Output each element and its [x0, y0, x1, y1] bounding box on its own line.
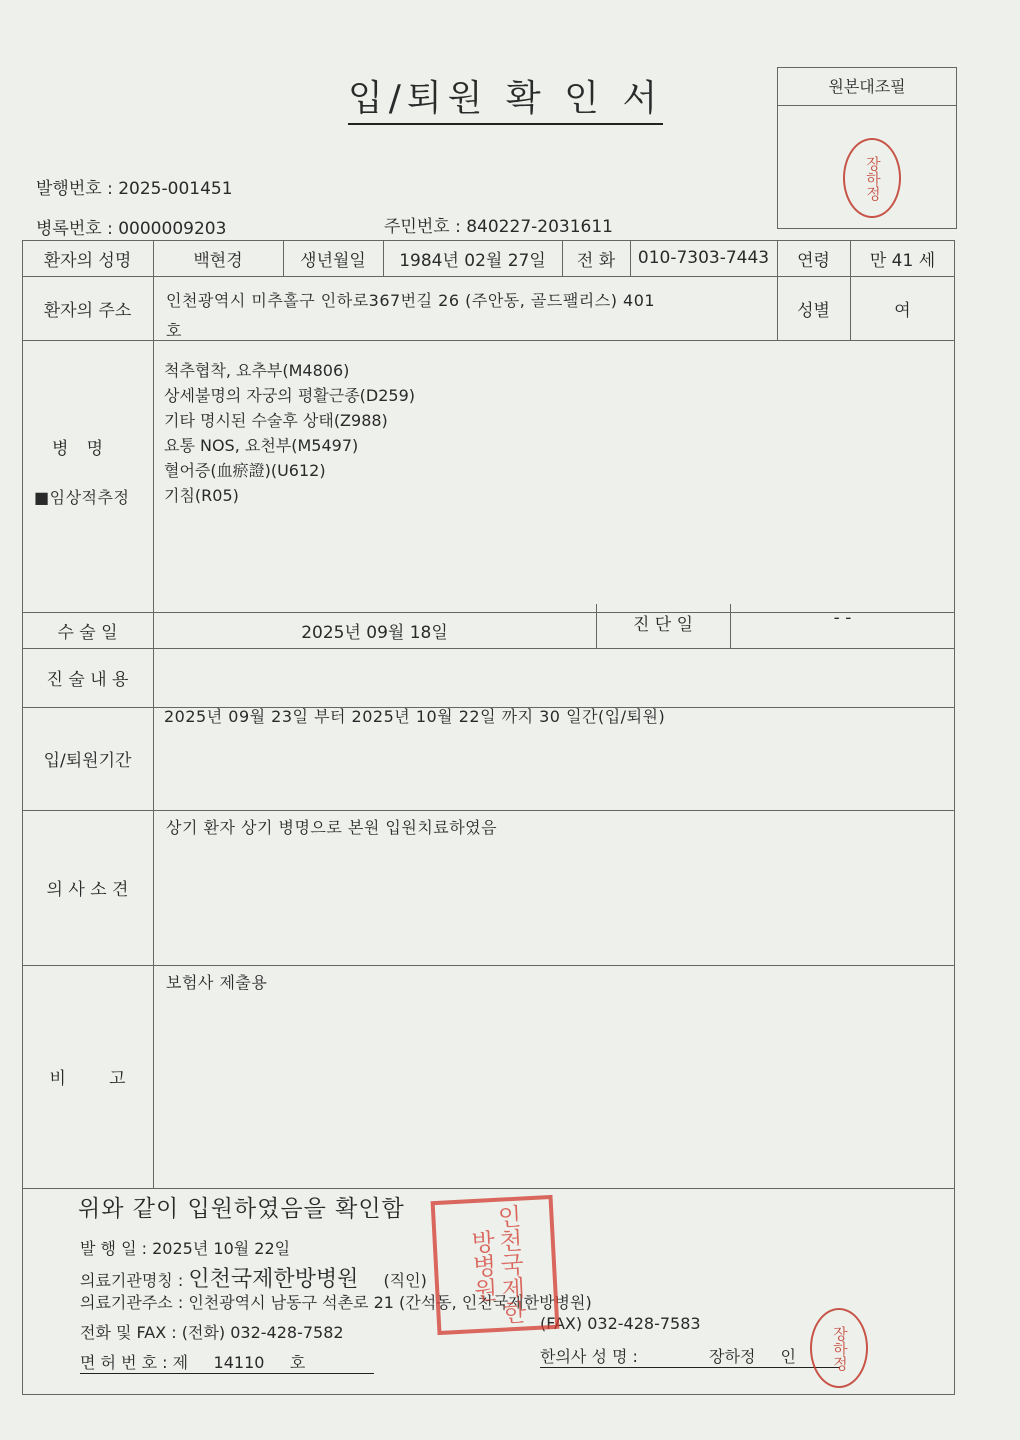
- org-name-label: 의료기관명칭 :: [80, 1271, 184, 1290]
- surgery-detail-label: 진 술 내 용: [46, 670, 129, 690]
- row-line: [22, 1188, 955, 1189]
- issue-number-value: 2025-001451: [118, 179, 233, 199]
- diagnosis-label: 병 명: [52, 439, 104, 459]
- seal-note: (직인): [383, 1271, 427, 1290]
- diagnosis-date-value: - -: [833, 608, 852, 628]
- license-label: 면 허 번 호 :: [80, 1353, 168, 1372]
- diagnosis-item: 상세불명의 자궁의 평활근종(D259): [164, 386, 415, 405]
- address-line-2: 호: [166, 321, 182, 340]
- hospital-seal-stamp: [431, 1195, 560, 1335]
- original-check-label: 원본대조필: [778, 68, 956, 106]
- tel-fax: [80, 1320, 344, 1343]
- row-line: [22, 648, 955, 649]
- diagnosis-date-label: 진 단 일: [632, 614, 694, 635]
- remarks-label: 비 고: [49, 1069, 126, 1089]
- remarks-value: 보험사 제출용: [166, 973, 268, 992]
- org-name: [80, 1262, 427, 1293]
- diagnosis-item: 척추협착, 요추부(M4806): [164, 361, 350, 380]
- opinion-value: 상기 환자 상기 병명으로 본원 입원치료하였음: [166, 818, 498, 837]
- tel-value: (전화) 032-428-7582: [181, 1323, 344, 1342]
- license-number: [80, 1350, 374, 1374]
- diagnosis-item: 기타 명시된 수술후 상태(Z988): [164, 411, 388, 430]
- patient-name-label: 환자의 성명: [43, 250, 132, 271]
- org-address-label: 의료기관주소 :: [80, 1293, 184, 1312]
- col-line: [153, 240, 154, 1188]
- doctor-label: 한의사 성 명 :: [540, 1347, 638, 1366]
- tel-fax-label: 전화 및 FAX :: [80, 1323, 177, 1342]
- period-value: 2025년 09월 23일 부터 2025년 10월 22일 까지 30 일간(입/퇴원): [164, 707, 666, 726]
- row-line: [22, 340, 955, 341]
- org-name-value: 인천국제한방병원: [188, 1267, 359, 1292]
- original-check-stamp: [843, 138, 901, 218]
- issue-date-label: 발 행 일 :: [80, 1239, 148, 1258]
- record-number-label: 병록번호 :: [36, 219, 113, 239]
- doctor-name: [540, 1344, 840, 1368]
- diagnosis-list: [164, 358, 415, 508]
- age-label: 연령: [797, 250, 830, 271]
- diagnosis-item: 혈어증(血瘀證)(U612): [164, 461, 326, 480]
- patient-name: 백현경: [193, 250, 243, 271]
- sex-value: 여: [894, 300, 911, 321]
- issue-number-label: 발행번호 :: [36, 179, 113, 199]
- resident-number-label: 주민번호 :: [384, 217, 461, 237]
- document-title: 입/퇴원 확 인 서: [348, 70, 663, 125]
- address-label: 환자의 주소: [43, 300, 132, 321]
- license-value: 제 14110 호: [172, 1353, 306, 1372]
- resident-number-value: 840227-2031611: [466, 217, 613, 237]
- sex-label: 성별: [797, 300, 830, 321]
- dob-value: 1984년 02월 27일: [399, 250, 546, 271]
- phone-label: 전 화: [576, 250, 616, 271]
- resident-number: [384, 212, 613, 237]
- hospital-seal-text: 인천국제한방병원: [466, 1203, 527, 1325]
- doctor-seal-stamp-text: 장하정: [830, 1325, 849, 1371]
- surgery-date-label: 수 술 일: [57, 622, 118, 643]
- diagnosis-item: 요통 NOS, 요천부(M5497): [164, 436, 359, 455]
- fax-value: (FAX) 032-428-7583: [540, 1314, 701, 1333]
- dob-label: 생년월일: [300, 250, 366, 271]
- opinion-label: 의 사 소 견: [46, 880, 129, 900]
- issue-number: [36, 174, 233, 199]
- record-number: [36, 214, 226, 239]
- doctor-seal-note: 인: [780, 1347, 796, 1366]
- row-line: [22, 965, 955, 966]
- phone-value: 010-7303-7443: [637, 248, 770, 268]
- age-value: 만 41 세: [869, 250, 936, 271]
- record-number-value: 0000009203: [118, 219, 227, 239]
- issue-date: [80, 1236, 290, 1259]
- issue-date-value: 2025년 10월 22일: [152, 1239, 291, 1258]
- surgery-date-value: 2025년 09월 18일: [301, 622, 448, 643]
- confirmation-statement: 위와 같이 입원하였음을 확인함: [78, 1196, 405, 1222]
- doctor-seal-stamp: [810, 1308, 868, 1388]
- doctor-value: 장하정: [709, 1347, 756, 1366]
- row-line: [22, 810, 955, 811]
- diagnosis-item: 기침(R05): [164, 486, 239, 505]
- org-address-value: 인천광역시 남동구 석촌로 21 (간석동, 인천국제한방병원): [188, 1293, 592, 1312]
- original-check-stamp-text: 장하정: [863, 155, 882, 201]
- diagnosis-sublabel: ■임상적추정: [34, 488, 130, 507]
- address-line-1: 인천광역시 미추홀구 인하로367번길 26 (주안동, 골드팰리스) 401: [166, 291, 656, 310]
- period-label: 입/퇴원기간: [43, 751, 132, 771]
